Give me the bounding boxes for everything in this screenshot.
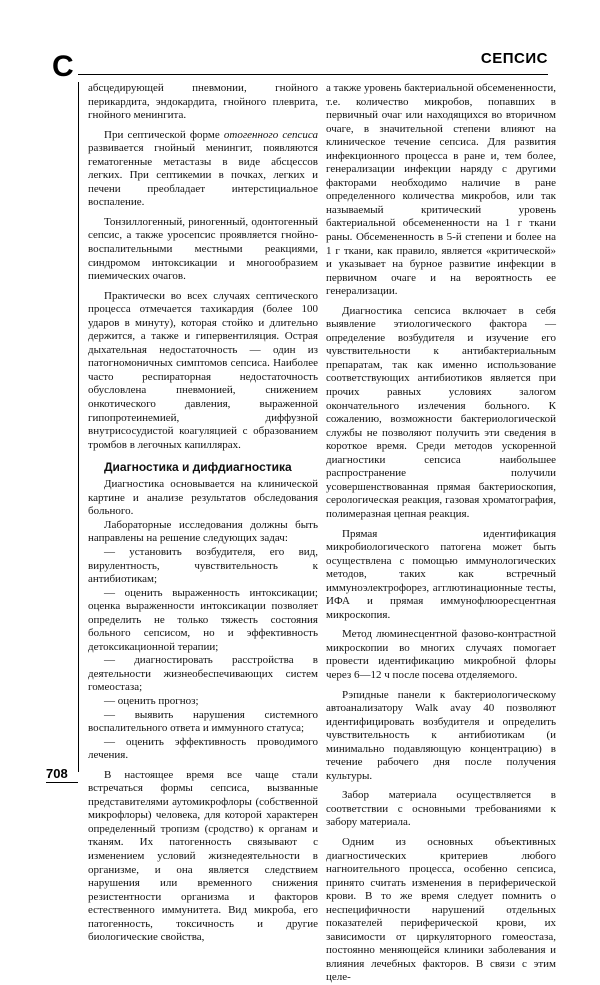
list-item: — оценить выраженность интоксикации; оценка выраженности интоксикации позволяет определить не только тяжесть состояния больного сепсисом, но и эффективность детоксикационной терапии; bbox=[88, 586, 318, 653]
right-column bbox=[326, 82, 556, 985]
paragraph: Лабораторные исследования должны быть направлены на решение следующих задач: bbox=[88, 518, 318, 545]
paragraph: Тонзиллогенный, риногенный, одонтогенный сепсис, а также уросепсис проявляется гнойно-воспалительными местными реакциями, синдромом интоксикации и многообразием пиемических очагов. bbox=[88, 215, 318, 283]
paragraph-text: развивается гнойный менингит, появляются гематогенные метастазы в виде абсцессов легких. При септикемии в почках, легких и печени преобладает интерстициальное воспаление. bbox=[88, 142, 318, 209]
paragraph: абсцедирующей пневмонии, гнойного перикардита, эндокардита, гнойного плеврита, гнойного менингита. bbox=[88, 82, 318, 122]
emphasis-term: отогенного сепсиса bbox=[223, 128, 318, 141]
page-number: 708 bbox=[46, 766, 68, 781]
list-item: — выявить нарушения системного воспалительного ответа и иммунного статуса; bbox=[88, 708, 318, 735]
list-item: — диагностировать расстройства в деятельности жизнеобеспечивающих систем гомеостаза; bbox=[88, 654, 318, 694]
paragraph: Метод люминесцентной фазово-контрастной микроскопии во многих случаях помогает провести идентификацию микробной флоры через 6—12 ч после посева отделяемого. bbox=[326, 628, 556, 681]
paragraph: Диагностика сепсиса включает в себя выявление этиологического фактора — определение возбудителя и изучение его чувствительности к антибактериальным препаратам, так как именно использование соответствующих антибиотиков является при прочих равных условиях залогом окончательного излечения больного. К сожалению, возможности бактериологической службы не позволяют получить эти сведения в короткое время. Среди методов ускоренной диагностики сепсиса наибольшее распространение получили усовершенствованная прямая бактериоскопия, серологическая реакция, газовая хроматография, полимеразная цепная реакция. bbox=[326, 304, 556, 520]
paragraph: Диагностика основывается на клинической картине и анализе результатов обследования больного. bbox=[88, 478, 318, 518]
left-column bbox=[88, 82, 318, 945]
paragraph: В настоящее время все чаще стали встречаться формы сепсиса, вызванные представителями аутомикрофлоры (собственной микрофлоры) человека, для которой характерен определенный тропизм (сродство) к органам и тканям. Их патогенность связывают с изменением условий жизнедеятельности в организме, и она является следствием нарушения или временного снижения резистентности организма и факторов естественного иммунитета. Вид микроба, его патогенность, токсичность и другие биологические свойства, bbox=[88, 768, 318, 944]
section-letter: С bbox=[52, 50, 74, 83]
paragraph: а также уровень бактериальной обсемененности, т.е. количество микробов, попавших в первичный очаг или находящихся во вторичном очаге, в значительной степени влияют на клиническое течение сепсиса. Для развития инфекционного процесса в ране и, тем более, генерализации инфекции наряду с другими факторами необходимо наличие в ране определенного количества микробов, или так называемый критический уровень бактериальной обсемененности на 1 г ткани раны. Обсемененность в 5-й степени и более на 1 г ткани, как правило, является «критической» и указывает на бурное развитие инфекции в первичном очаге и на вероятность ее генерализации. bbox=[326, 82, 556, 298]
margin-rule bbox=[78, 82, 79, 772]
paragraph: Рэпидные панели к бактериологическому автоанализатору Walk avay 40 позволяют идентифицировать возбудителя и определить чувствительность к антибиотикам (и минимально подавляющую концентрацию) в течение рабочего дня после получения культуры. bbox=[326, 688, 556, 782]
paragraph: Практически во всех случаях септического процесса отмечается тахикардия (более 100 ударов в минуту), которая стойко и длительно держится, а также и гипервентиляция. Острая дыхательная недостаточность — один из патогномоничных симптомов сепсиса. Наиболее часто респираторная недостаточность обусловлена пневмонией, снижением онкотического давления, выраженной гипопротеинемией, диффузной внутрисосудистой коагуляцией с образованием тромбов в легочных капиллярах. bbox=[88, 289, 318, 451]
paragraph: Прямая идентификация микробиологического патогена может быть осуществлена с помощью иммунологических методов, таких как встречный иммуноэлектрофорез, агглютинационные тесты, ИФА и прямая иммунофлюоресцентная микроскопия. bbox=[326, 527, 556, 621]
paragraph-text: При септической форме bbox=[104, 128, 224, 141]
section-heading: Диагностика и дифдиагностика bbox=[104, 460, 292, 475]
paragraph bbox=[88, 129, 318, 210]
paragraph: Забор материала осуществляется в соответствии с основными требованиями к забору материала. bbox=[326, 789, 556, 829]
list-item: — оценить прогноз; bbox=[104, 694, 199, 707]
page-number-rule bbox=[46, 782, 78, 783]
list-item: — установить возбудителя, его вид, вирулентность, чувствительность к антибиотикам; bbox=[88, 545, 318, 586]
paragraph: Одним из основных объективных диагностических критериев любого нагноительного процесса, особенно сепсиса, принято считать изменения в периферической крови. В то же время следует помнить о неспецифичности нарушений отдельных показателей периферической крови, их зависимости от циркуляторного гомеостаза, постоянно меняющейся клиники заболевания и влияния лечебных факторов. В связи с этим целе- bbox=[326, 835, 556, 984]
header-rule bbox=[78, 74, 548, 75]
list-item: — оценить эффективность проводимого лечения. bbox=[88, 735, 318, 762]
running-title: СЕПСИС bbox=[480, 50, 548, 67]
